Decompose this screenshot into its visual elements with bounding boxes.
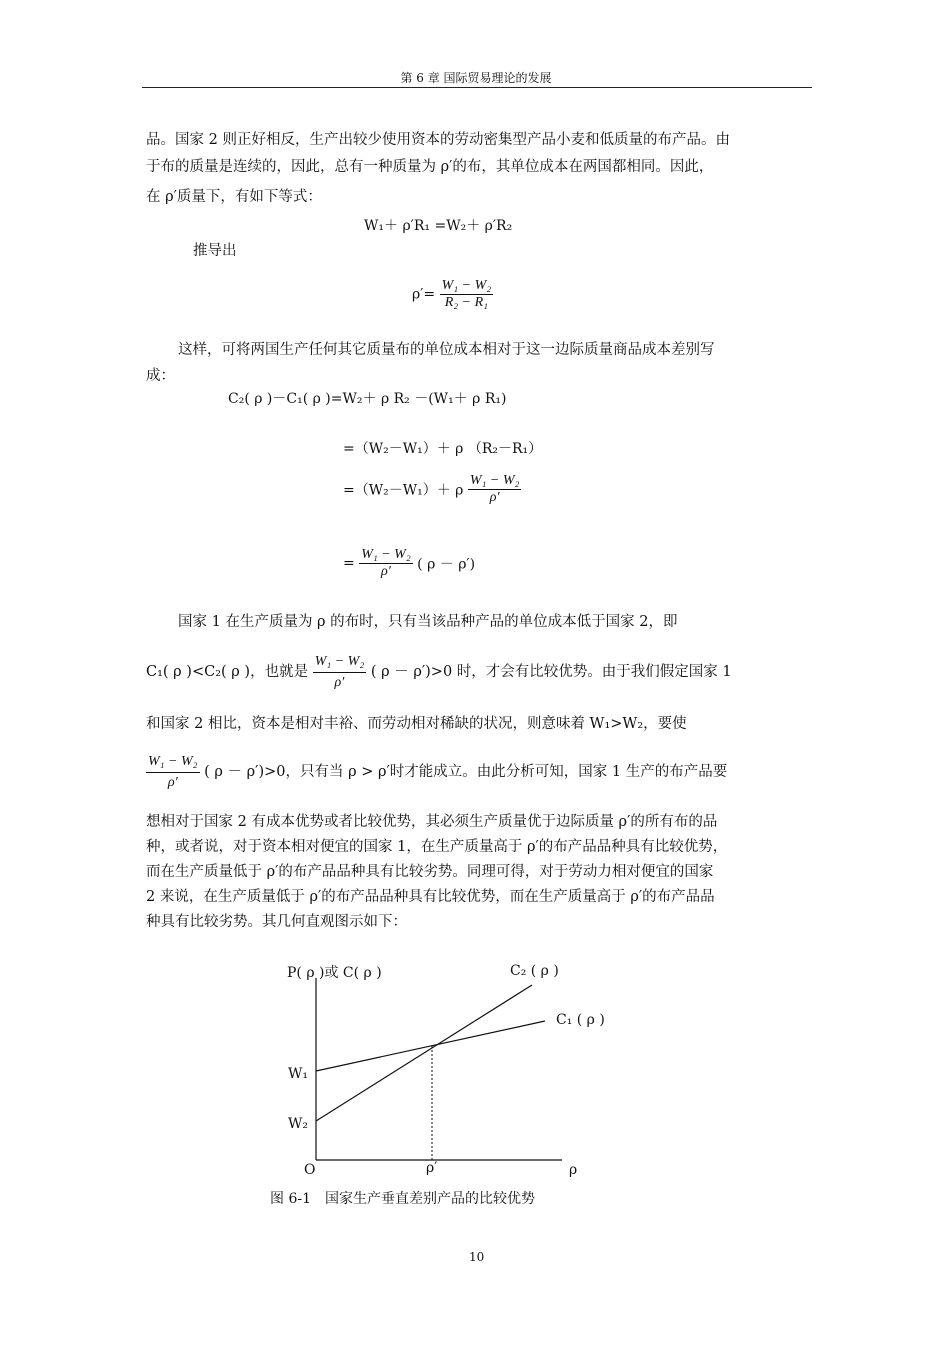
para3-line4-post: ( ρ － ρ′)>0，只有当 ρ > ρ′时才能成立。由此分析可知，国家 1 生产的布产品要 — [204, 764, 728, 780]
para3-line4-numerator: W₁ − W₂ — [146, 752, 200, 773]
equation-6-suffix: ( ρ － ρ′) — [417, 556, 476, 573]
equation-1: W₁＋ ρ′R₁ =W₂＋ ρ′R₂ — [364, 218, 513, 234]
para2-line1: 这样，可将两国生产任何其它质量布的单位成本相对于这一边际质量商品成本差别写 — [178, 342, 715, 358]
equation-6-numerator: W₁ − W₂ — [361, 547, 411, 562]
figure-x-axis-label: ρ — [569, 1162, 578, 1178]
para4-line5: 种具有比较劣势。其几何直观图示如下： — [146, 914, 407, 930]
para1-line3: 在 ρ′质量下，有如下等式： — [146, 189, 322, 205]
para3-line3: 和国家 2 相比，资本是相对丰裕、而劳动相对稀缺的状况，则意味着 W₁>W₂，要使 — [146, 716, 687, 732]
figure-y-axis-label: P( ρ )或 C( ρ ) — [287, 965, 382, 981]
equation-2-lhs: ρ′= — [412, 286, 436, 303]
figure-c1-label: C₁ ( ρ ) — [556, 1012, 605, 1028]
para3-line1: 国家 1 在生产质量为 ρ 的布时，只有当该品种产品的单位成本低于国家 2，即 — [178, 614, 678, 630]
para4-line2: 种，或者说，对于资本相对便宜的国家 1，在生产质量高于 ρ′的布产品品种具有比较优势， — [146, 839, 728, 855]
para3-line2-denominator: ρ′ — [334, 675, 345, 690]
para1-line2: 于布的质量是连续的，因此，总有一种质量为 ρ′的布，其单位成本在两国都相同。因此， — [146, 159, 714, 175]
equation-6-prefix: = — [343, 555, 355, 572]
c2-line — [316, 985, 532, 1121]
equation-6-denominator: ρ′ — [381, 564, 391, 579]
para3-line2-pre: C₁( ρ )<C₂( ρ )，也就是 — [146, 664, 309, 680]
equation-3: C₂( ρ )－C₁( ρ )=W₂＋ ρ R₂ －(W₁＋ ρ R₁) — [228, 391, 507, 407]
para4-line3: 而在生产质量低于 ρ′的布产品品种具有比较劣势。同理可得，对于劳动力相对便宜的国家 — [146, 864, 714, 880]
equation-2-denominator: R₂ − R₁ — [444, 295, 488, 310]
running-header: 第 6 章 国际贸易理论的发展 — [400, 71, 552, 85]
page-number: 10 — [469, 1250, 485, 1264]
figure-origin-label: O — [304, 1162, 316, 1178]
para4-line1: 想相对于国家 2 有成本优势或者比较优势，其必须生产质量优于边际质量 ρ′的所有布的品 — [146, 814, 718, 830]
equation-5-prefix: =（W₂－W₁）＋ ρ — [343, 482, 464, 499]
equation-5-numerator: W₁ − W₂ — [469, 473, 520, 488]
para3-line4-denominator: ρ′ — [167, 775, 178, 790]
c1-line — [316, 1021, 545, 1071]
para4-line4: 2 来说，在生产质量低于 ρ′的布产品品种具有比较优势，而在生产质量高于 ρ′的布产品品 — [146, 889, 715, 905]
figure-rho-prime-label: ρ′ — [426, 1160, 438, 1176]
para1-line1: 品。国家 2 则正好相反，生产出较少使用资本的劳动密集型产品小麦和低质量的布产品。由 — [146, 132, 730, 148]
figure-c2-label: C₂ ( ρ ) — [510, 963, 559, 979]
equation-2-numerator: W₁ − W₂ — [441, 278, 492, 293]
equation-4: =（W₂－W₁）＋ ρ （R₂－R₁） — [343, 441, 543, 457]
derive-label: 推导出 — [193, 243, 237, 259]
figure-w2-label: W₂ — [288, 1116, 309, 1132]
equation-5-denominator: ρ′ — [489, 490, 500, 505]
para3-line2-post: ( ρ － ρ′)>0 时，才会有比较优势。由于我们假定国家 1 — [370, 664, 732, 680]
para2-line2: 成： — [146, 368, 175, 384]
para3-line2-numerator: W₁ − W₂ — [313, 652, 367, 673]
figure-w1-label: W₁ — [288, 1066, 309, 1082]
figure-caption: 图 6-1 国家生产垂直差别产品的比较优势 — [270, 1191, 535, 1207]
